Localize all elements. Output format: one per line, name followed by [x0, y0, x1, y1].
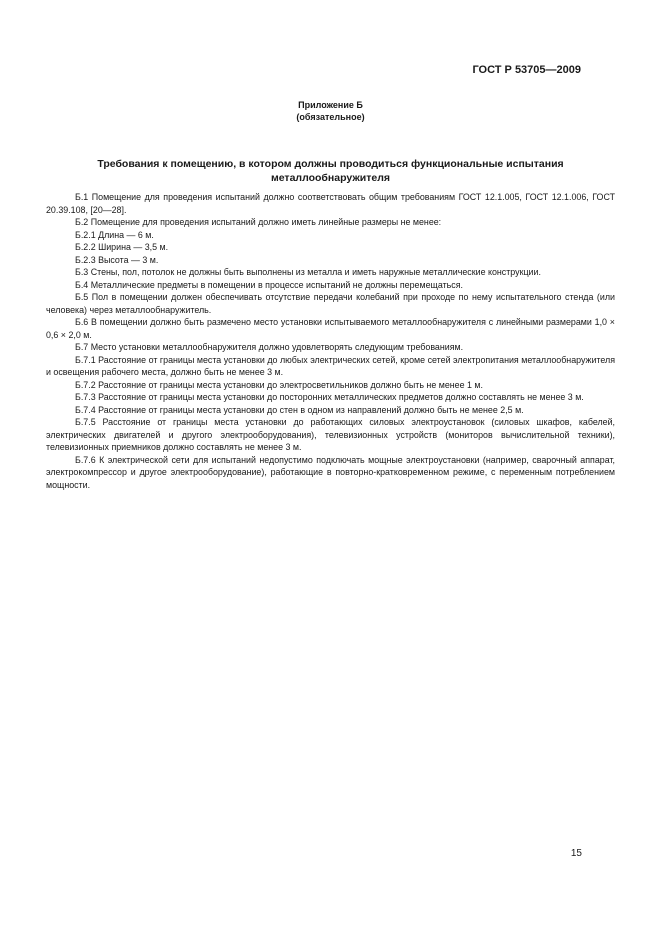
body-text — [46, 191, 615, 491]
document-code: ГОСТ Р 53705—2009 — [472, 64, 581, 76]
appendix-heading — [0, 99, 661, 123]
page-number: 15 — [570, 848, 582, 859]
appendix-status: (обязательное) — [296, 112, 365, 122]
section-title: Требования к помещению, в котором должны проводиться функциональные испытания металлообнаружителя — [97, 158, 564, 184]
paragraph-b7-4: Б.7.4 Расстояние от границы места установки до стен в одном из направлений должно быть не менее 2,5 м. — [75, 404, 524, 415]
paragraph-b7-1: Б.7.1 Расстояние от границы места установки до любых электрических сетей, кроме сетей электропитания металлообнаружителя и освещения рабочего места, должно быть не менее 3 м. — [46, 354, 615, 377]
paragraph-b7-6: Б.7.6 К электрической сети для испытаний недопустимо подключать мощные электроустановки (например, сварочный аппарат, электрокомпрессор и другое электрооборудование), работающие в повторно-кратковременном режиме, с переменным потреблением мощности. — [46, 454, 615, 490]
paragraph-b7-2: Б.7.2 Расстояние от границы места установки до электросветильников должно быть не менее 1 м. — [75, 379, 483, 390]
paragraph-b7: Б.7 Место установки металлообнаружителя должно удовлетворять следующим требованиям. — [75, 342, 464, 352]
paragraph-b2-3: Б.2.3 Высота — 3 м. — [75, 254, 159, 265]
paragraph-b1: Б.1 Помещение для проведения испытаний должно соответствовать общим требованиям ГОСТ 12.1.005, ГОСТ 12.1.006, ГОСТ 20.39.108, [20—28]. — [46, 192, 615, 215]
paragraph-b7-3: Б.7.3 Расстояние от границы места установки до посторонних металлических предметов должно составлять не менее 3 м. — [75, 392, 584, 402]
appendix-label: Приложение Б — [298, 100, 363, 110]
paragraph-b6: Б.6 В помещении должно быть размечено место установки испытываемого металлообнаружителя с линейными размерами 1,0 × 0,6 × 2,0 м. — [46, 317, 615, 340]
paragraph-b2: Б.2 Помещение для проведения испытаний должно иметь линейные размеры не менее: — [75, 217, 442, 227]
paragraph-b2-2: Б.2.2 Ширина — 3,5 м. — [75, 242, 169, 252]
paragraph-b3: Б.3 Стены, пол, потолок не должны быть выполнены из металла и иметь наружные металлические конструкции. — [75, 267, 541, 277]
paragraph-b2-1: Б.2.1 Длина — 6 м. — [75, 229, 154, 240]
paragraph-b4: Б.4 Металлические предметы в помещении в процессе испытаний не должны перемещаться. — [75, 279, 463, 290]
paragraph-b7-5: Б.7.5 Расстояние от границы места установки до работающих силовых электроустановок (силовых шкафов, кабелей, электрических двигателей и другого электрооборудования), телевизионных устройств (мониторов вычислительной техники), телевизионных приемников должно составлять не менее 3 м. — [46, 417, 615, 452]
paragraph-b5: Б.5 Пол в помещении должен обеспечивать отсутствие передачи колебаний при проходе по нему испытательного стенда (или человека) через металлообнаружитель. — [46, 292, 615, 315]
